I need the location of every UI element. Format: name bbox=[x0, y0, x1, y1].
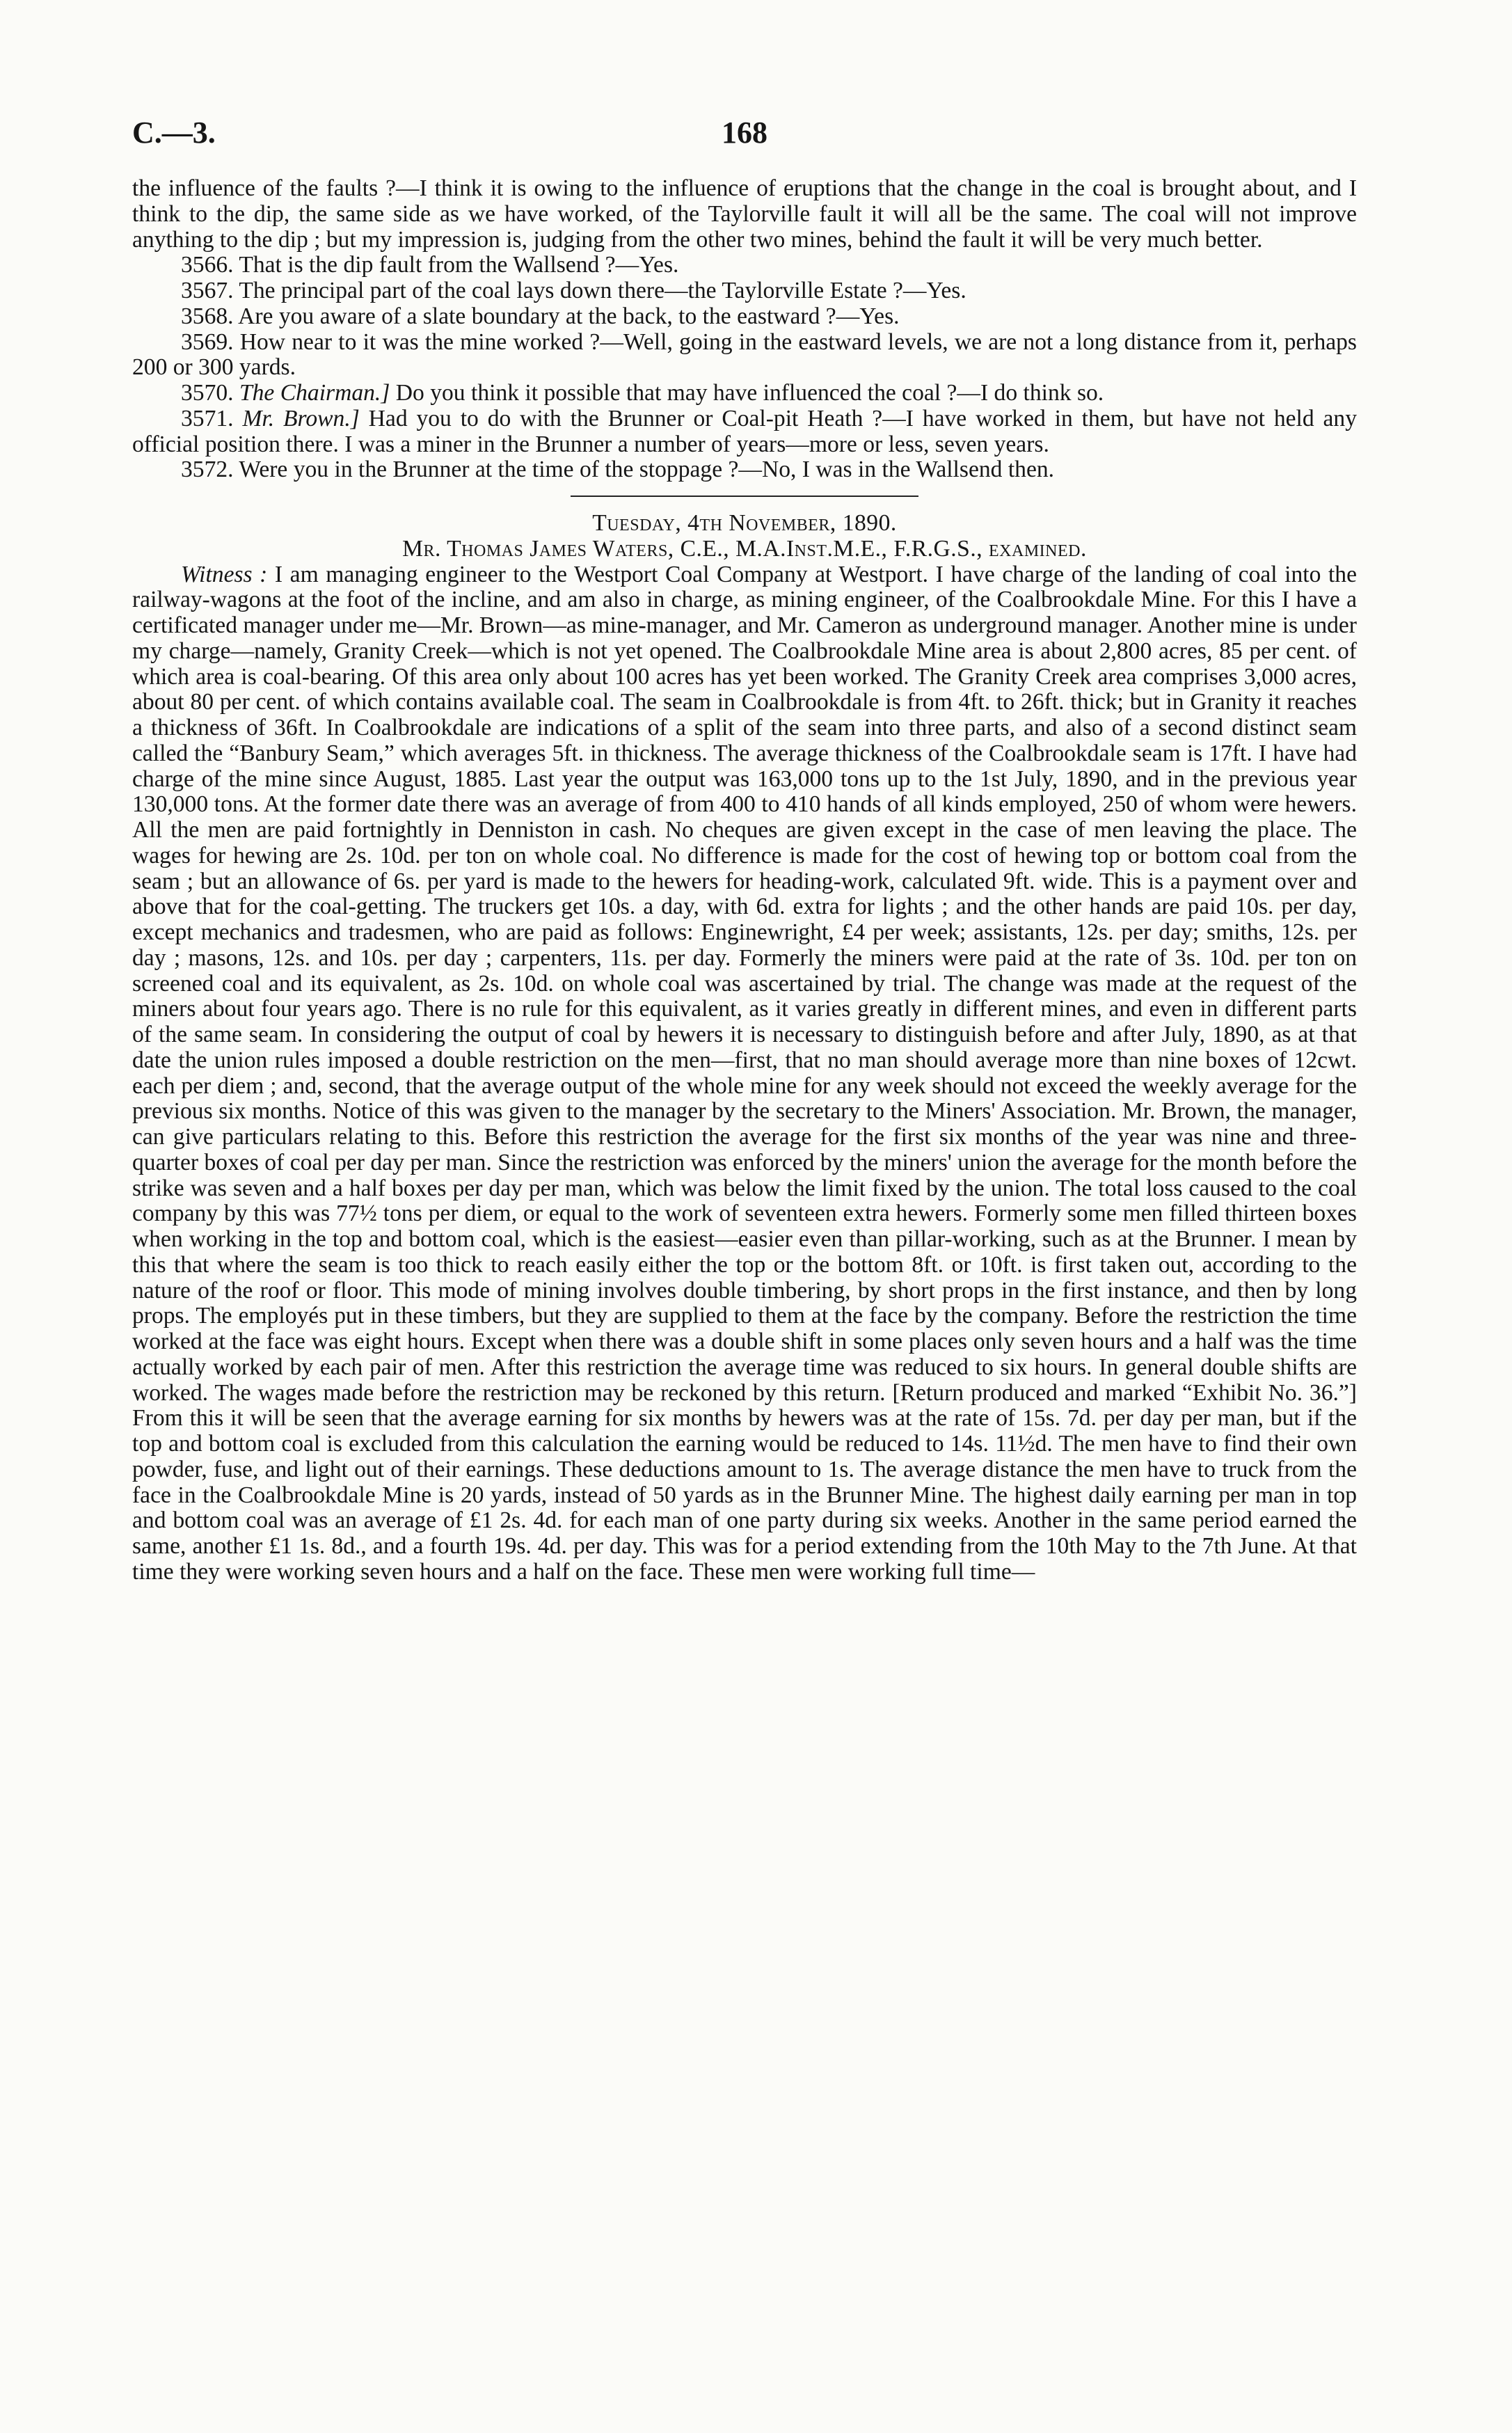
question-3571 bbox=[132, 406, 1357, 458]
question-3572: 3572. Were you in the Brunner at the time of the stoppage ?—No, I was in the Wallsend then. bbox=[181, 457, 1055, 483]
question-3567: 3567. The principal part of the coal lays down there—the Taylorville Estate ?—Yes. bbox=[181, 278, 966, 303]
witness-label: Witness : bbox=[181, 561, 268, 587]
question-3566: 3566. That is the dip fault from the Wallsend ?—Yes. bbox=[181, 252, 679, 278]
question-number: 3570. bbox=[181, 380, 234, 406]
question-text: Do you think it possible that may have influenced the coal ?—I do think so. bbox=[395, 380, 1104, 406]
session-date: Tuesday, 4th November, 1890. bbox=[592, 510, 897, 536]
page-number: 168 bbox=[722, 116, 767, 150]
witness-statement bbox=[132, 562, 1357, 1585]
series-reference: C.—3. bbox=[132, 116, 216, 150]
question-3570 bbox=[132, 381, 1357, 406]
document-body bbox=[132, 176, 1357, 1585]
speaker-label: The Chairman.] bbox=[239, 380, 390, 406]
speaker-label: Mr. Brown.] bbox=[242, 405, 360, 431]
question-number: 3571. bbox=[181, 405, 234, 431]
witness-statement-text: I am managing engineer to the Westport Coal Company at Westport. I have charge of the landing of coal into the railway-wagons at the foot of the incline, and am also in charge, as mining engineer, of the Coalbrookdale Mine. For this I have a certificated manager under me—Mr. Brown—as mine-manager, and Mr. Cameron as underground manager. Another mine is under my charge—namely, Granity Creek—which is not yet opened. The Coalbrookdale Mine area is about 2,800 acres, 85 per cent. of which area is coal-bearing. Of this area only about 100 acres has yet been worked. The Granity Creek area comprises 3,000 acres, about 80 per cent. of which contains available coal. The seam in Coalbrookdale is from 4ft. to 26ft. thick; but in Granity it reaches a thickness of 36ft. In Coalbrookdale are indications of a split of the seam into three parts, and also of a second distinct seam called the “Banbury Seam,” which averages 5ft. in thickness. The average thickness of the Coalbrookdale seam is 17ft. I have had charge of the mine since August, 1885. Last year the output was 163,000 tons up to the 1st July, 1890, and in the previous year 130,000 tons. At the former date there was an average of from 400 to 410 hands of all kinds employed, 250 of whom were hewers. All the men are paid fortnightly in Denniston in cash. No cheques are given except in the case of men leaving the place. The wages for hewing are 2s. 10d. per ton on whole coal. No difference is made for the cost of hewing top or bottom coal from the seam ; but an allowance of 6s. per yard is made to the hewers for heading-work, calculated 9ft. wide. This is a payment over and above that for the coal-getting. The truckers get 10s. a day, with 6d. extra for lights ; and the other hands are paid 10s. per day, except mechanics and tradesmen, who are paid as follows: Enginewright, £4 per week; assistants, 12s. per day; smiths, 12s. per day ; masons, 12s. and 10s. per day ; carpenters, 11s. per day. Formerly the miners were paid at the rate of 3s. 10d. per ton on screened coal and its equivalent, as 2s. 10d. on whole coal was ascertained by trial. The change was made at the request of the miners about four years ago. There is no rule for this equivalent, as it varies greatly in different mines, and even in different parts of the same seam. In considering the output of coal by hewers it is necessary to distinguish before and after July, 1890, as at that date the union rules imposed a double restriction on the men—first, that no man should average more than nine boxes of 12cwt. each per diem ; and, second, that the average output of the whole mine for any week should not exceed the weekly average for the previous six months. Notice of this was given to the manager by the secretary to the Miners' Association. Mr. Brown, the manager, can give particulars relating to this. Before this restriction the average for the first six months of the year was nine and three-quarter boxes of coal per day per man. Since the restriction was enforced by the miners' union the average for the month before the strike was seven and a half boxes per day per man, which was below the limit fixed by the union. The total loss caused to the coal company by this was 77½ tons per diem, or equal to the work of seventeen extra hewers. Formerly some men filled thirteen boxes when working in the top and bottom coal, which is the easiest—easier even than pillar-working, such as at the Brunner. I mean by this that where the seam is too thick to reach easily either the top or the bottom 8ft. or 10ft. is first taken out, according to the nature of the roof or floor. This mode of mining involves double timbering, by short props in the first instance, and then by long props. The employés put in these timbers, but they are supplied to them at the face by the company. Before the restriction the time worked at the face was eight hours. Except when there was a double shift in some places only seven hours and a half was the time actually worked by each pair of men. After this restriction the average time was reduced to six hours. In general double shifts are worked. The wages made before the restriction may be reckoned by this return. [Return produced and marked “Exhibit No. 36.”] From this it will be seen that the average earning for six months by hewers was at the rate of 15s. 7d. per day per man, but if the top and bottom coal is excluded from this calculation the earning would be reduced to 14s. 11½d. The men have to find their own powder, fuse, and light out of their earnings. These deductions amount to 1s. The average distance the men have to truck from the face in the Coalbrookdale Mine is 20 yards, instead of 50 yards as in the Brunner Mine. The highest daily earning per man in top and bottom coal was an average of £1 2s. 4d. for each man of one party during six weeks. Another in the same period earned the same, another £1 1s. 8d., and a fourth 19s. 4d. per day. This was for a period extending from the 10th May to the 7th June. At that time they were working seven hours and a half on the face. These men were working full time— bbox=[132, 561, 1357, 1585]
document-page bbox=[132, 115, 1357, 1585]
intro-paragraph: the influence of the faults ?—I think it is owing to the influence of eruptions that the change in the coal is brought about, and I think to the dip, the same side as we have worked, of the Taylorville fault it will all be the same. The coal will not improve anything to the dip ; but my impression is, judging from the other two mines, behind the fault it will be very much better. bbox=[132, 175, 1357, 253]
question-3568: 3568. Are you aware of a slate boundary at the back, to the eastward ?—Yes. bbox=[181, 303, 900, 329]
section-divider bbox=[571, 496, 918, 497]
page-header bbox=[132, 115, 1357, 158]
question-text: Had you to do with the Brunner or Coal-pit Heath ?—I have worked in them, but have not held any official position there. I was a miner in the Brunner a number of years—more or less, seven years. bbox=[132, 405, 1357, 457]
witness-examined-line: Mr. Thomas James Waters, C.E., M.A.Inst.M.E., F.R.G.S., examined. bbox=[402, 535, 1087, 562]
question-3569: 3569. How near to it was the mine worked ?—Well, going in the eastward levels, we are not a long distance from it, perhaps 200 or 300 yards. bbox=[132, 328, 1357, 381]
